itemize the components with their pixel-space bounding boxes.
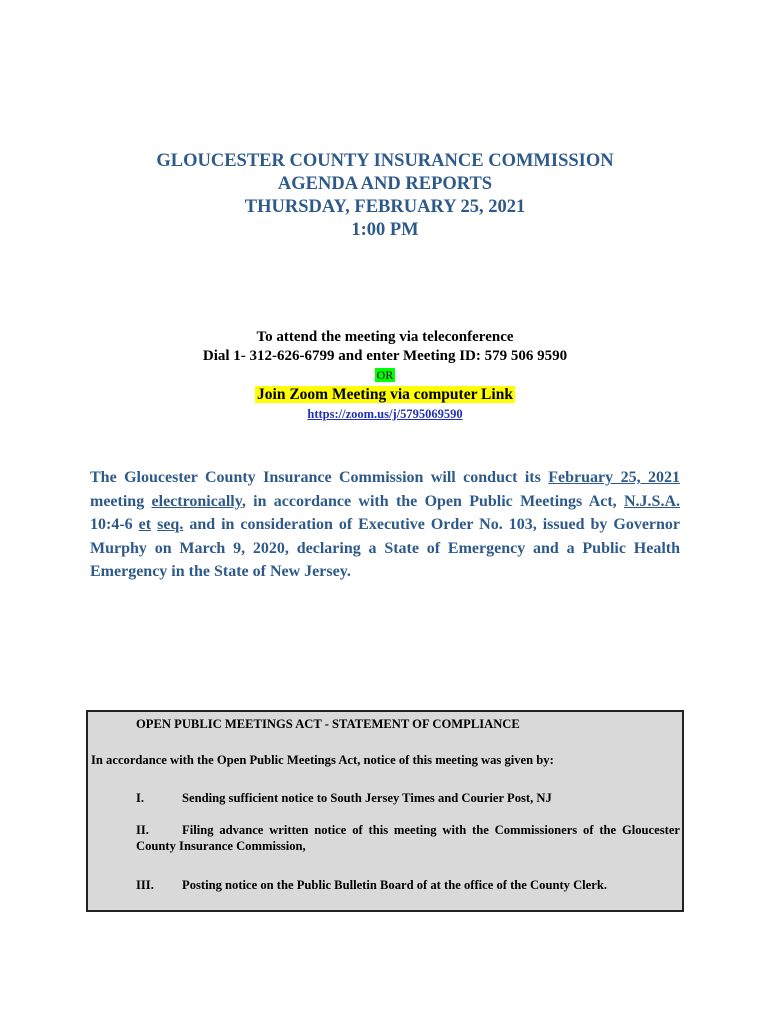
intro-text: The Gloucester County Insurance Commission will conduct its	[90, 469, 549, 486]
or-separator: OR	[376, 368, 394, 382]
compliance-title: OPEN PUBLIC MEETINGS ACT - STATEMENT OF COMPLIANCE	[136, 717, 520, 731]
title-line-time: 1:00 PM	[351, 220, 419, 240]
compliance-item	[136, 877, 607, 893]
intro-text: meeting	[90, 492, 152, 510]
compliance-item	[136, 790, 552, 806]
title-line-date: THURSDAY, FEBRUARY 25, 2021	[244, 197, 526, 217]
item-number: III.	[136, 878, 154, 892]
zoom-meeting-link[interactable]: https://zoom.us/j/5795069590	[307, 407, 463, 421]
title-line-organization: GLOUCESTER COUNTY INSURANCE COMMISSION	[156, 151, 614, 171]
item-text: Sending sufficient notice to South Jersey Times and Courier Post, NJ	[182, 791, 552, 805]
intro-seq-underlined: seq.	[157, 516, 184, 533]
intro-date-underlined: February 25, 2021	[548, 469, 680, 486]
item-number: I.	[136, 791, 145, 805]
intro-text: and in consideration of Executive Order No. 103, issued by Governor Murphy on March 9, 2020, declaring a State of Emergency and a Public Health Emergency in the State of New Jersey.	[90, 516, 681, 580]
compliance-statement-box	[86, 710, 684, 912]
teleconference-info	[0, 328, 770, 424]
item-text: Posting notice on the Public Bulletin Board of at the office of the County Clerk.	[182, 878, 608, 892]
intro-et-underlined: et	[138, 516, 152, 533]
meeting-notice-paragraph	[90, 466, 680, 584]
intro-text: 10:4-6	[90, 516, 139, 533]
document-title	[0, 150, 770, 242]
item-text: Filing advance written notice of this meeting with the Commissioners of the Gloucester County Insurance Commission,	[136, 823, 680, 853]
intro-electronically-underlined: electronically	[151, 492, 242, 510]
title-line-agenda: AGENDA AND REPORTS	[277, 174, 493, 194]
zoom-join-label: Join Zoom Meeting via computer Link	[257, 386, 513, 403]
dial-in-line: Dial 1- 312-626-6799 and enter Meeting ID: 579 506 9590	[202, 348, 568, 364]
item-number: II.	[136, 823, 149, 837]
compliance-item	[136, 822, 680, 854]
compliance-intro: In accordance with the Open Public Meetings Act, notice of this meeting was given by:	[91, 753, 554, 767]
intro-njsa-underlined: N.J.S.A.	[624, 492, 681, 510]
teleconference-heading: To attend the meeting via teleconference	[256, 329, 514, 345]
intro-text: , in accordance with the Open Public Meetings Act,	[241, 492, 624, 510]
